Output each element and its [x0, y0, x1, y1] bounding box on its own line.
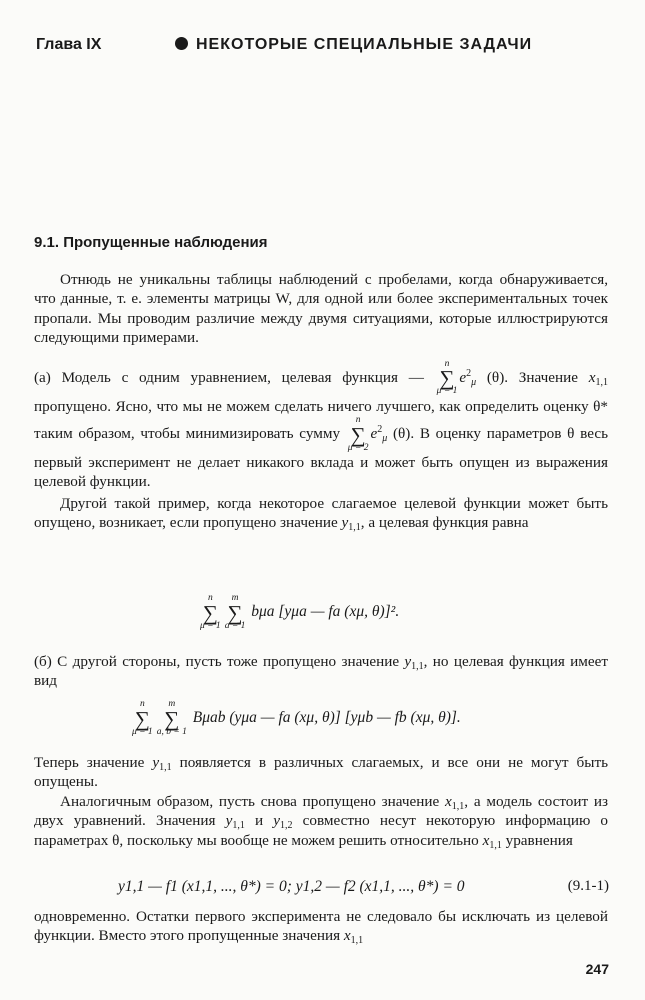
bullet-icon: [175, 37, 188, 50]
paragraph-final: одновременно. Остатки первого эксперимента не следовало бы исключать из целевой функции. Вместо этого пропущенные значения $x_{1,1}$: [34, 908, 608, 947]
section-title-text: Пропущенные наблюдения: [63, 234, 268, 251]
paragraph-b-text-2: , но целевая функция имеет вид: [34, 653, 608, 690]
section-number: 9.1.: [34, 234, 60, 251]
paragraph-other-text-1: Другой такой пример, когда некоторое слагаемое целевой функции может быть опущено, возникает, если пропущено значение: [34, 494, 608, 532]
paragraph-analog-text-2: , а модель состоит из двух уравнений. Значения: [34, 792, 609, 830]
formula-1-text: bμa [yμa — fa (xμ, θ)]².: [251, 603, 400, 621]
formula-2: n ∑ μ = 1 m ∑ a, b = 1 Bμab (yμa — fa (xμ, θ)] [yμb — fb (xμ, θ)].: [132, 699, 461, 737]
equation-number: (9.1-1): [567, 878, 609, 894]
paragraph-intro: Отнюдь не уникальны таблицы наблюдений с пробелами, когда обнаруживается, что данные, т. е. элементы матрицы W, для одной или более экспериментальных точек пропали. Мы проводим различие между двумя ситуациями, которые иллюстрируются следующими примерами.: [34, 271, 608, 347]
paragraph-now-text-1: Теперь значение: [34, 754, 145, 771]
page-number: 247: [585, 961, 609, 977]
paragraph-b-text-1: (б) С другой стороны, пусть тоже пропущено значение: [34, 653, 400, 670]
formula-1: n ∑ μ = 1 m ∑ a = 1 bμa [yμa — fa (xμ, θ)]².: [200, 593, 400, 631]
formula-3: [118, 878, 465, 896]
page-header: [30, 36, 615, 62]
paragraph-final-text: одновременно. Остатки первого эксперимента не следовало бы исключать из целевой функции. Вместо этого пропущенные значения: [34, 908, 608, 945]
formula-3-text: y1,1 — f1 (x1,1, ..., θ*) = 0; y1,2 — f2 (x1,1, ..., θ*) = 0: [118, 878, 465, 895]
paragraph-other: Другой такой пример, когда некоторое слагаемое целевой функции может быть опущено, возникает, если пропущено значение $y_{1,1}$, а целевая функция равна: [34, 494, 608, 534]
paragraph-analog-text-1: Аналогичным образом, пусть снова пропущено значение: [60, 792, 440, 810]
paragraph-analog: Аналогичным образом, пусть снова пропущено значение $x_{1,1}$, а модель состоит из двух уравнений. Значения $y_{1,1}$ и $y_{1,2}$ совместно несут некоторую информацию о параметрах θ, поскольку мы вообще не можем решить относительно $x_{1,1}$ уравнения: [34, 792, 609, 851]
section-title: [34, 234, 267, 251]
paragraph-now-text-2: появляется в различных слагаемых, и все они не могут быть опущены.: [34, 754, 609, 791]
paragraph-analog-text-3: и: [255, 812, 264, 830]
paragraph-analog-text-5: уравнения: [505, 831, 573, 849]
chapter-title: [175, 36, 532, 54]
paragraph-b: (б) С другой стороны, пусть тоже пропущено значение $y_{1,1}$, но целевая функция имеет вид: [34, 653, 608, 690]
body-text-bottom: [34, 753, 608, 850]
paragraph-analog-text-4: совместно несут некоторую информацию о параметрах θ, поскольку мы вообще не можем решить относительно: [34, 812, 609, 849]
paragraph-a: (а) Модель с одним уравнением, целевая функция — n ∑ μ = 1 $e^2_\mu$ (θ). Значение $x_{1,1}$ пропущено. Ясно, что мы не можем сделать ничего лучшего, как определить оценку θ* таким образом, чтобы минимизировать сумму n ∑ μ = 2 $e^2_\mu$ (θ). В оценку параметров θ весь первый эксперимент не делает никакого вклада и может быть опущен из выражения целевой функции.: [34, 358, 609, 491]
body-text-top: [34, 270, 608, 533]
formula-2-text: Bμab (yμa — fa (xμ, θ)] [yμb — fb (xμ, θ)].: [192, 709, 461, 727]
paragraph-now: Теперь значение $y_{1,1}$ появляется в различных слагаемых, и все они не могут быть опущены.: [34, 754, 609, 791]
sum-symbol: n ∑ μ = 1: [436, 358, 458, 397]
paragraph-a-text-1: (а) Модель с одним уравнением, целевая функция —: [34, 368, 424, 386]
chapter-title-text: НЕКОТОРЫЕ СПЕЦИАЛЬНЫЕ ЗАДАЧИ: [196, 36, 533, 53]
paragraph-other-text-2: , а целевая функция равна: [360, 514, 529, 532]
paragraph-a-text-2: (θ). Значение: [486, 368, 579, 386]
paragraph-a-text-4: (θ). В оценку параметров θ весь первый эксперимент не делает никакого вклада и может быть опущен из выражения целевой функции.: [34, 425, 608, 491]
sum-symbol: n ∑ μ = 2: [347, 415, 369, 453]
chapter-label: Глава IX: [36, 36, 102, 53]
paragraph-a-text-3: пропущено. Ясно, что мы не можем сделать ничего лучшего, как определить оценку θ* таким образом, чтобы минимизировать сумму: [34, 397, 608, 443]
